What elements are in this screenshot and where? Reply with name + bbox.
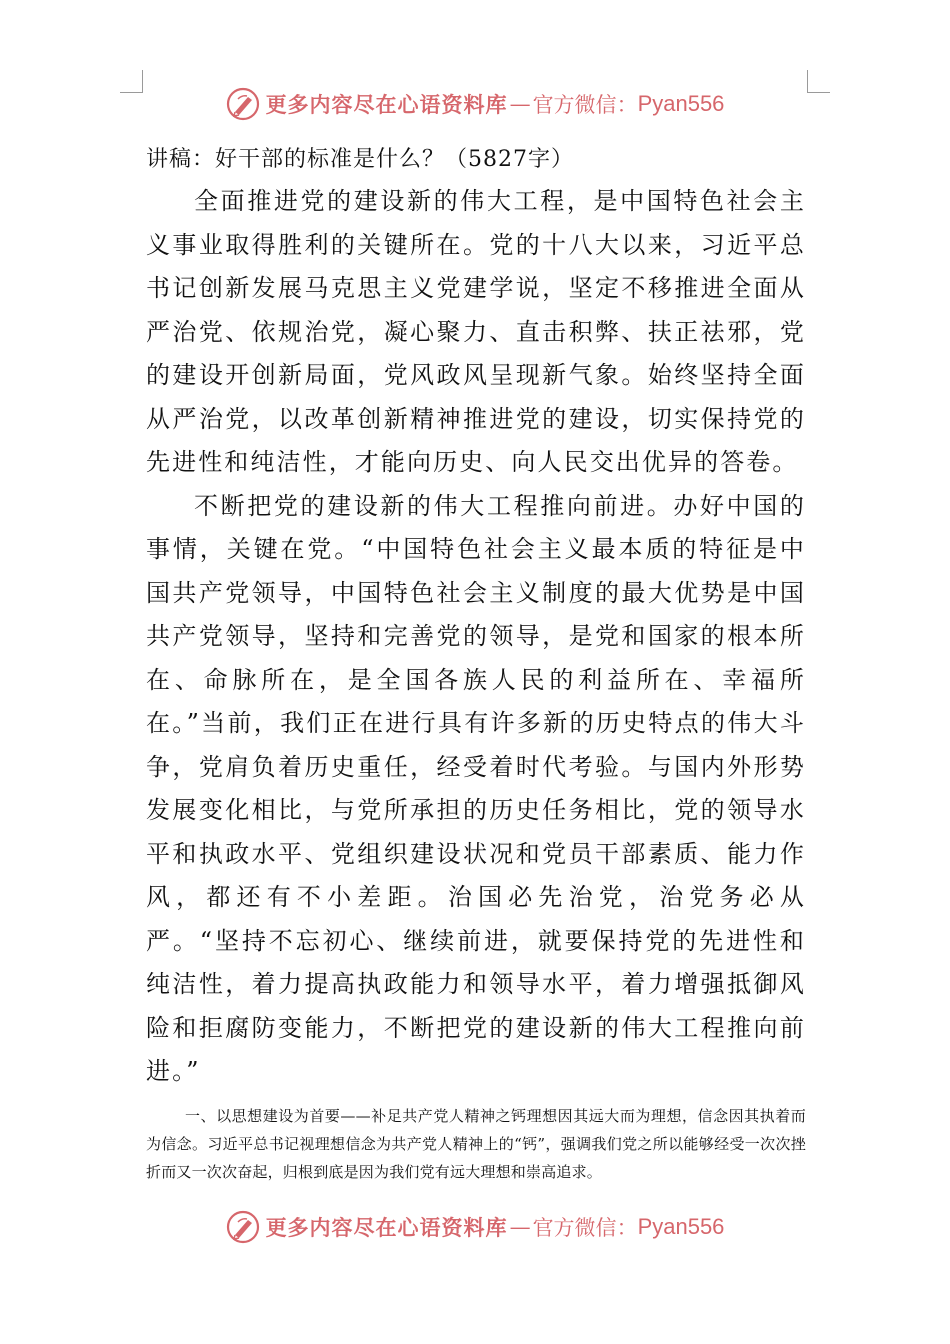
banner-dash: — (509, 92, 531, 116)
document-title: 讲稿：好干部的标准是什么？（5827字） (146, 147, 574, 172)
banner-label: 官方微信 (532, 93, 617, 117)
small-paragraph: 一、以思想建设为首要——补足共产党人精神之钙理想因其远大而为理想，信念因其执着而为信念。习近平总书记视理想信念为共产党人精神上的“钙”，强调我们党之所以能够经受一次次挫折而又一次次奋起，归根到底是因为我们党有远大理想和崇高追求。 (146, 1106, 806, 1181)
banner-label: 官方微信 (532, 1216, 617, 1240)
banner-separator: ： (616, 1216, 638, 1240)
pen-logo-icon (226, 87, 260, 121)
banner-dash: — (509, 1215, 531, 1239)
banner-wechat-id: Pyan556 (637, 91, 725, 116)
pen-logo-icon (226, 1210, 260, 1244)
banner-brand: 更多内容尽在心语资料库 (265, 1215, 508, 1240)
banner-wechat-id: Pyan556 (637, 1214, 725, 1239)
banner-separator: ： (616, 93, 638, 117)
banner-brand: 更多内容尽在心语资料库 (265, 92, 508, 117)
paragraph: 不断把党的建设新的伟大工程推向前进。办好中国的事情，关键在党。“中国特色社会主义最本质的特征是中国共产党领导，中国特色社会主义制度的最大优势是中国共产党领导，坚持和完善党的领导，是党和国家的根本所在、命脉所在，是全国各族人民的利益所在、幸福所在。”当前，我们正在进行具有许多新的历史特点的伟大斗争，党肩负着历史重任，经受着时代考验。与国内外形势发展变化相比，与党所承担的历史任务相比，党的领导水平和执政水平、党组织建设状况和党员干部素质、能力作风，都还有不小差距。治国必先治党，治党务必从严。“坚持不忘初心、继续前进，就要保持党的先进性和纯洁性，着力提高执政能力和领导水平，着力增强抵御风险和拒腐防变能力，不断把党的建设新的伟大工程推向前进。” (146, 491, 806, 1085)
header-banner[interactable] (0, 82, 950, 126)
paragraph: 全面推进党的建设新的伟大工程，是中国特色社会主义事业取得胜利的关键所在。党的十八大以来，习近平总书记创新发展马克思主义党建学说，坚定不移推进全面从严治党、依规治党，凝心聚力、直击积弊、扶正祛邪，党的建设开创新局面，党风政风呈现新气象。始终坚持全面从严治党，以改革创新精神推进党的建设，切实保持党的先进性和纯洁性，才能向历史、向人民交出优异的答卷。 (146, 187, 806, 476)
footer-banner[interactable] (0, 1205, 950, 1249)
document-body (146, 140, 806, 1186)
